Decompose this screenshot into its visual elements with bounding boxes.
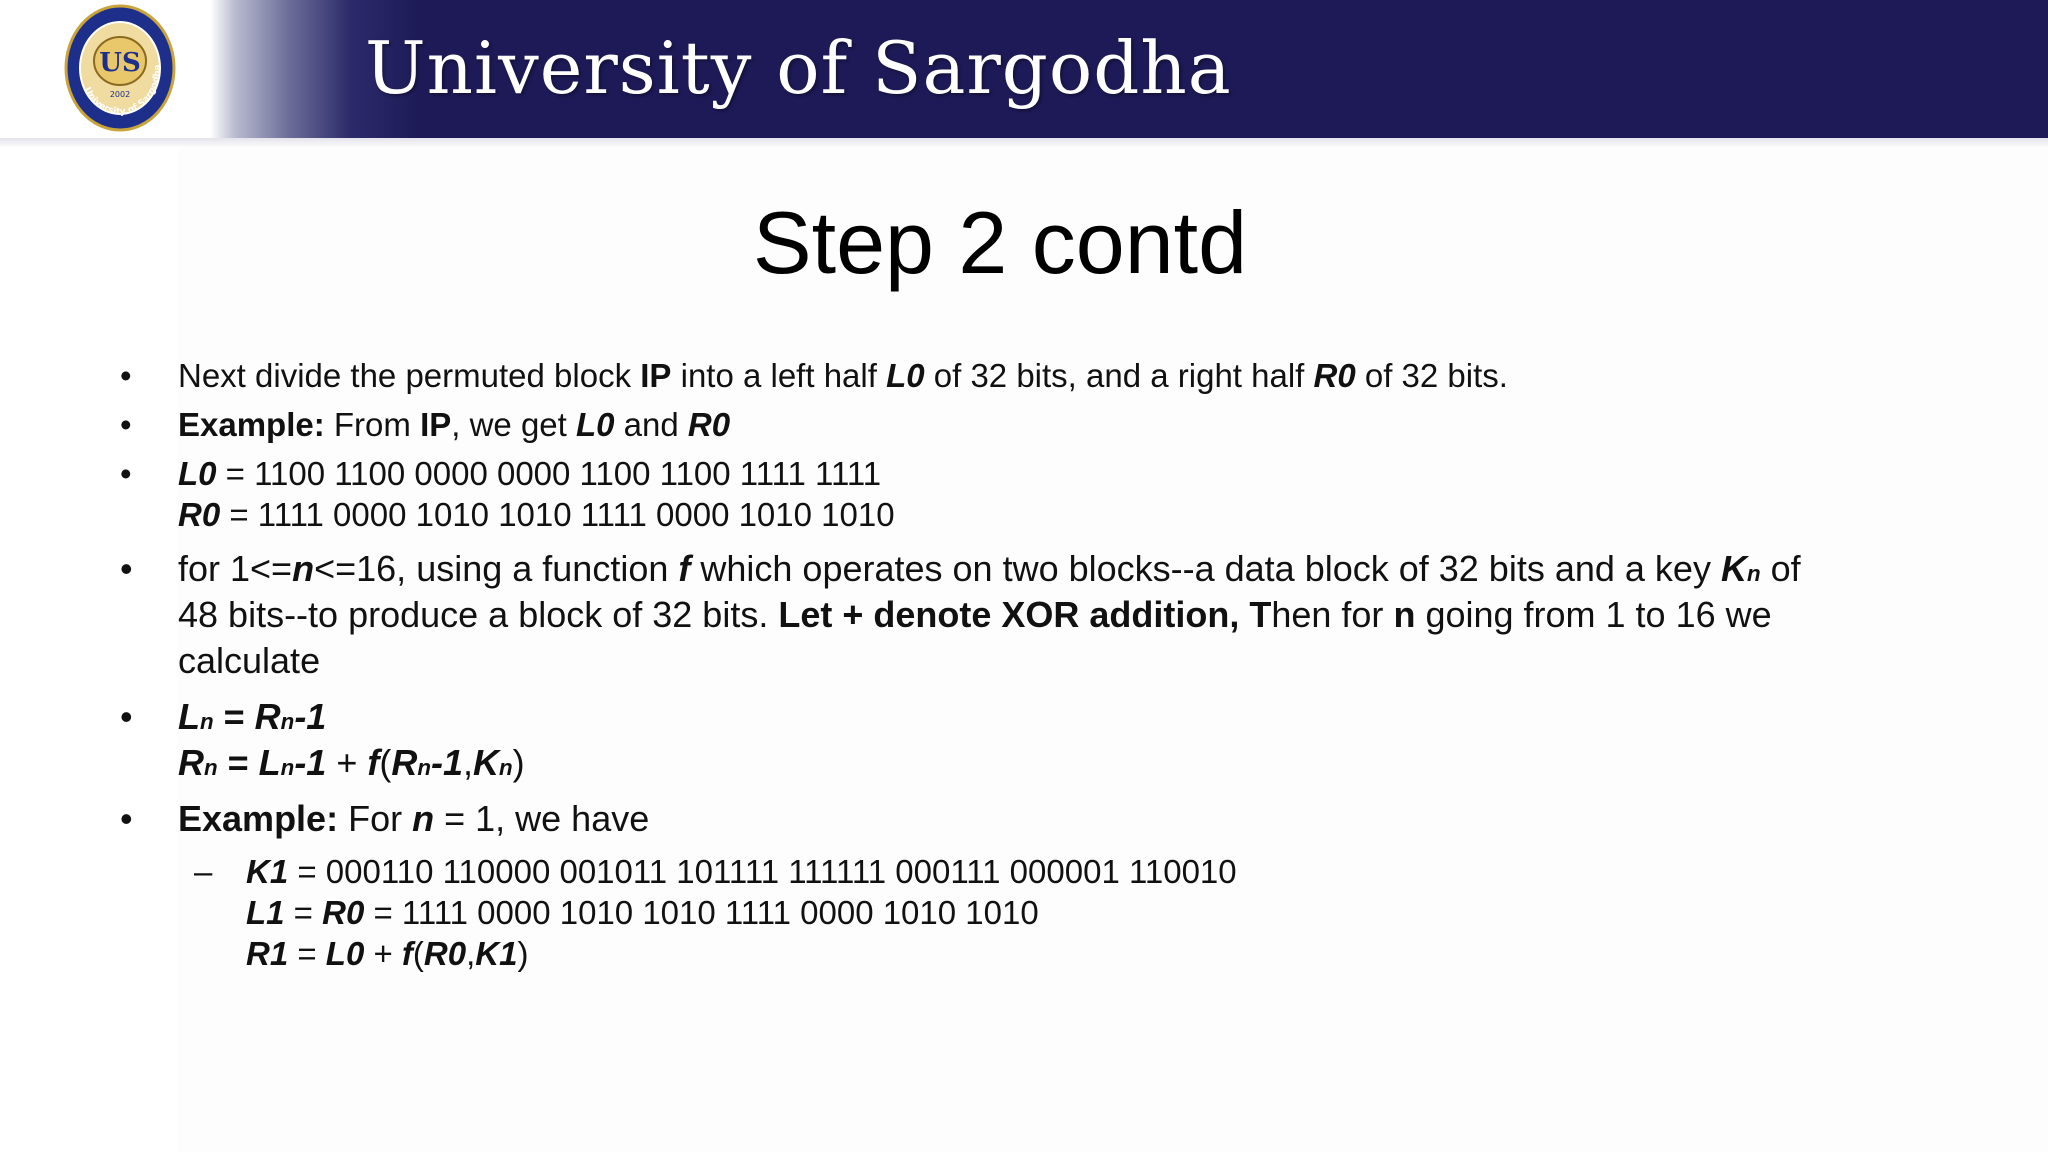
b1-r0: R0 bbox=[1313, 357, 1356, 394]
logo-year: 2002 bbox=[109, 90, 131, 99]
b4-n-bold: n bbox=[1393, 594, 1416, 635]
b5-K: K bbox=[473, 742, 500, 783]
b5-R: R bbox=[178, 742, 204, 783]
b6-example: Example: bbox=[178, 798, 339, 839]
b4-n: n bbox=[292, 548, 315, 589]
b2-text-1: From bbox=[324, 406, 421, 443]
logo-ring-textpath: University of Sargodha bbox=[81, 64, 164, 118]
sub-r1: R1 bbox=[246, 935, 289, 972]
b6-n: n bbox=[412, 798, 435, 839]
university-name: University of Sargodha bbox=[365, 26, 1232, 110]
b5-minus1: -1 bbox=[294, 742, 327, 783]
b5-eq: = bbox=[213, 696, 255, 737]
b1-text-1: Next divide the permuted block bbox=[178, 357, 641, 394]
b5-R: R bbox=[391, 742, 418, 783]
sub-line-k1 bbox=[246, 851, 1237, 892]
bullet-2 bbox=[178, 405, 730, 445]
sub-plus: + bbox=[364, 935, 402, 972]
b5-minus1: -1 bbox=[294, 696, 327, 737]
bullet-5-line-1 bbox=[178, 694, 326, 745]
b4-k: K bbox=[1720, 548, 1747, 589]
b5-minus1: -1 bbox=[431, 742, 464, 783]
bullet-dot: • bbox=[120, 798, 133, 839]
b2-text-2: , we get bbox=[451, 406, 576, 443]
b5-eq: = bbox=[217, 742, 259, 783]
sub-close: ) bbox=[517, 935, 529, 972]
b3-l0-value: = 1100 1100 0000 0000 1100 1100 1111 1111 bbox=[216, 455, 882, 492]
b4-text-4: of bbox=[1760, 548, 1801, 589]
sub-l0: L0 bbox=[325, 935, 365, 972]
b4-text-1: for 1<= bbox=[178, 548, 293, 589]
bullet-dot: • bbox=[120, 548, 133, 589]
bullet-3-line-1 bbox=[178, 454, 881, 494]
b5-plus: + bbox=[326, 742, 368, 783]
slide-title-text: Step 2 contd bbox=[752, 193, 1248, 292]
b1-text-2: into a left half bbox=[671, 357, 887, 394]
b4-text-6: hen for bbox=[1271, 594, 1394, 635]
sub-l1-value: = 1111 0000 1010 1010 1111 0000 1010 1010 bbox=[364, 894, 1039, 931]
bullet-4-line-2 bbox=[178, 592, 1772, 638]
b5-sub: n bbox=[280, 755, 295, 780]
sub-l1: L1 bbox=[246, 894, 285, 931]
b4-f: f bbox=[678, 548, 691, 589]
b2-text-3: and bbox=[614, 406, 688, 443]
sub-line-r1 bbox=[246, 933, 528, 974]
b5-sub: n bbox=[280, 709, 295, 734]
b3-r0-value: = 1111 0000 1010 1010 1111 0000 1010 1010 bbox=[220, 496, 895, 533]
b3-l0: L0 bbox=[178, 455, 217, 492]
sub-r0: R0 bbox=[322, 894, 365, 931]
bullet-5-line-2 bbox=[178, 740, 525, 791]
bullet-4-line-3: calculate bbox=[178, 640, 321, 681]
b4-text-3: which operates on two blocks--a data block of 32 bits and a key bbox=[690, 548, 1721, 589]
b5-comma: , bbox=[463, 742, 474, 783]
b5-f: f bbox=[367, 742, 380, 783]
b6-text-1: For bbox=[338, 798, 413, 839]
sub-f: f bbox=[401, 935, 413, 972]
sub-k1: K1 bbox=[246, 853, 289, 890]
logo-monogram: US bbox=[99, 48, 141, 78]
bullet-4-line-1 bbox=[178, 546, 1801, 597]
bullet-dot: • bbox=[120, 696, 133, 737]
b5-sub: n bbox=[200, 709, 214, 734]
b4-xor: Let + denote XOR addition, T bbox=[778, 594, 1272, 635]
b5-open: ( bbox=[379, 742, 392, 783]
bullet-1 bbox=[178, 356, 1508, 396]
sub-eq: = bbox=[288, 935, 326, 972]
sub-r0: R0 bbox=[423, 935, 467, 972]
b5-close: ) bbox=[512, 742, 525, 783]
sub-line-l1 bbox=[246, 892, 1039, 933]
b1-text-4: of 32 bits. bbox=[1355, 357, 1508, 394]
b3-r0: R0 bbox=[178, 496, 221, 533]
sub-comma: , bbox=[466, 935, 476, 972]
b5-sub: n bbox=[499, 755, 513, 780]
sub-eq: = bbox=[284, 894, 323, 931]
bullet-dot: • bbox=[120, 406, 132, 443]
sub-k1: K1 bbox=[475, 935, 518, 972]
b2-ip: IP bbox=[420, 406, 452, 443]
sub-bullet-dash: – bbox=[194, 853, 213, 890]
b4-text-2: <=16, using a function bbox=[314, 548, 679, 589]
b5-R: R bbox=[254, 696, 281, 737]
b6-text-2: = 1, we have bbox=[434, 798, 650, 839]
b5-L: L bbox=[258, 742, 281, 783]
bullet-dot: • bbox=[120, 455, 132, 492]
b1-l0: L0 bbox=[886, 357, 925, 394]
b5-sub: n bbox=[204, 755, 218, 780]
bullet-6 bbox=[178, 796, 649, 842]
b2-r0: R0 bbox=[687, 406, 731, 443]
sub-open: ( bbox=[412, 935, 424, 972]
b1-text-3: of 32 bits, and a right half bbox=[924, 357, 1314, 394]
b4-text-7: going from 1 to 16 we bbox=[1415, 594, 1772, 635]
bullet-dot: • bbox=[120, 357, 132, 394]
sub-k1-value: = 000110 110000 001011 101111 111111 000111 000001 110010 bbox=[288, 853, 1237, 890]
b4-k-sub: n bbox=[1746, 561, 1761, 586]
b5-sub: n bbox=[417, 755, 431, 780]
b2-l0: L0 bbox=[575, 406, 615, 443]
b4-text-5: 48 bits--to produce a block of 32 bits. bbox=[178, 594, 779, 635]
bullet-3-line-2 bbox=[178, 495, 895, 535]
b2-example: Example: bbox=[178, 406, 325, 443]
b1-ip: IP bbox=[640, 357, 672, 394]
b5-L: L bbox=[178, 696, 200, 737]
